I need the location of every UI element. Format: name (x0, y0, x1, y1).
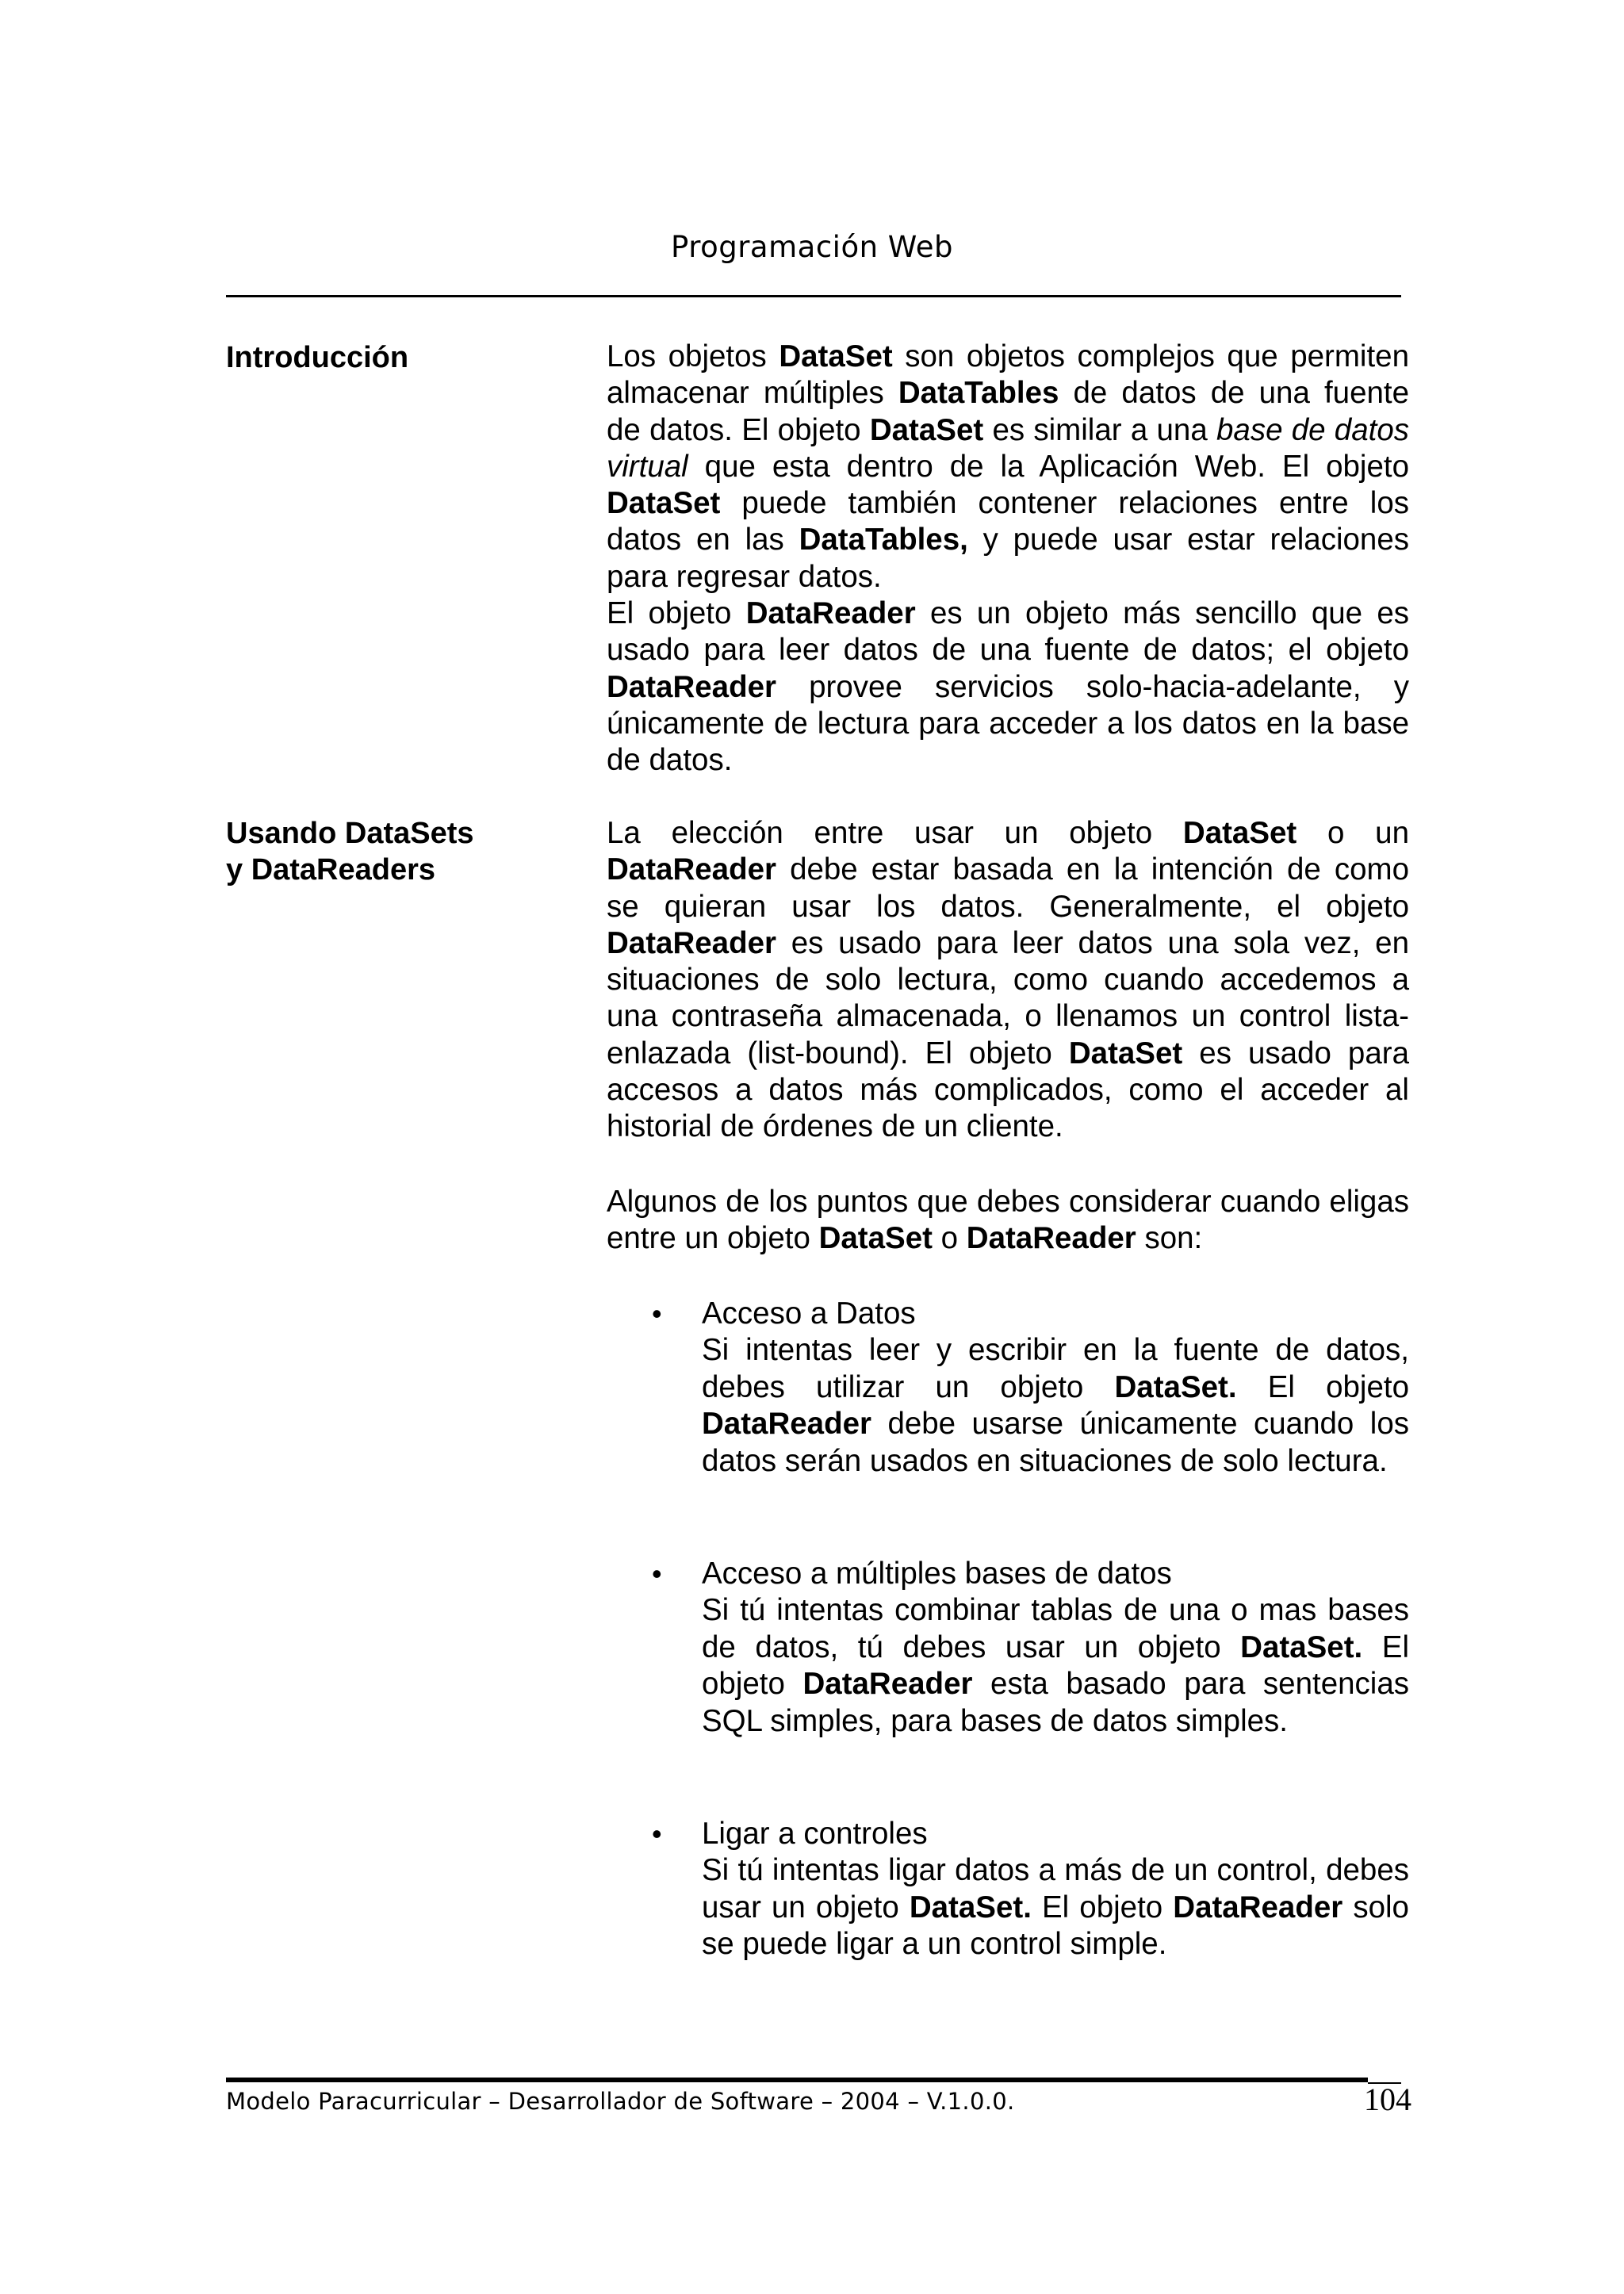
section-heading-usando-line1: Usando DataSets (226, 817, 474, 850)
header-rule (226, 295, 1401, 297)
section-heading-introduccion: Introducción (226, 341, 409, 374)
intro-paragraph-2: El objeto DataReader es un objeto más sencillo que es usado para leer datos de una fuente de datos; el objeto DataReader provee servicios solo-hacia-adelante, y únicamente de lectura para acceder a los datos en la base de datos. (607, 596, 1409, 778)
bullet-body-multiples-bases: Si tú intentas combinar tablas de una o mas bases de datos, tú debes usar un objeto DataSet. El objeto DataReader esta basado para sentencias SQL simples, para bases de datos simples. (702, 1593, 1409, 1738)
section-body-usando (607, 815, 1409, 1146)
bullet-title-ligar-controles: Ligar a controles (702, 1817, 928, 1851)
bullet-body-acceso-datos: Si intentas leer y escribir en la fuente de datos, debes utilizar un objeto DataSet. El objeto DataReader debe usarse únicamente cuando los datos serán usados en situaciones de solo lectura. (702, 1333, 1410, 1478)
section-body-introduccion (607, 339, 1409, 779)
section-heading-usando-line2: y DataReaders (226, 853, 436, 887)
intro-paragraph-1: Los objetos DataSet son objetos complejos que permiten almacenar múltiples DataTables de datos de una fuente de datos. El objeto DataSet es similar a una base de datos virtual que esta dentro de la Aplicación Web. El objeto DataSet puede también contener relaciones entre los datos en las DataTables, y puede usar estar relaciones para regresar datos. (607, 339, 1410, 594)
page-number: 104 (1364, 2081, 1411, 2117)
running-header-title: Programación Web (671, 230, 953, 264)
footer-text: Modelo Paracurricular – Desarrollador de Software – 2004 – V.1.0.0. (226, 2088, 1015, 2115)
bullet-icon: • (652, 1297, 662, 1330)
usando-paragraph-2 (607, 1184, 1409, 1258)
usando-paragraph-2-text: Algunos de los puntos que debes considerar cuando eligas entre un objeto DataSet o DataReader son: (607, 1185, 1409, 1256)
bullet-title-multiples-bases: Acceso a múltiples bases de datos (702, 1557, 1172, 1591)
bullet-icon: • (652, 1817, 662, 1850)
bullet-title-acceso-datos: Acceso a Datos (702, 1296, 916, 1331)
section-heading-usando (226, 815, 559, 888)
bullet-body-ligar-controles: Si tú intentas ligar datos a más de un control, debes usar un objeto DataSet. El objeto DataReader solo se puede ligar a un control simple. (702, 1853, 1409, 1961)
usando-paragraph-1: La elección entre usar un objeto DataSet o un DataReader debe estar basada en la intención de como se quieran usar los datos. Generalmente, el objeto DataReader es usado para leer datos una sola vez, en situaciones de solo lectura, como cuando accedemos a una contraseña almacenada, o llenamos un control lista-enlazada (list-bound). El objeto DataSet es usado para accesos a datos más complicados, como el acceder al historial de órdenes de un cliente. (607, 816, 1409, 1144)
footer-rule (226, 2078, 1368, 2082)
bullet-icon: • (652, 1557, 662, 1590)
